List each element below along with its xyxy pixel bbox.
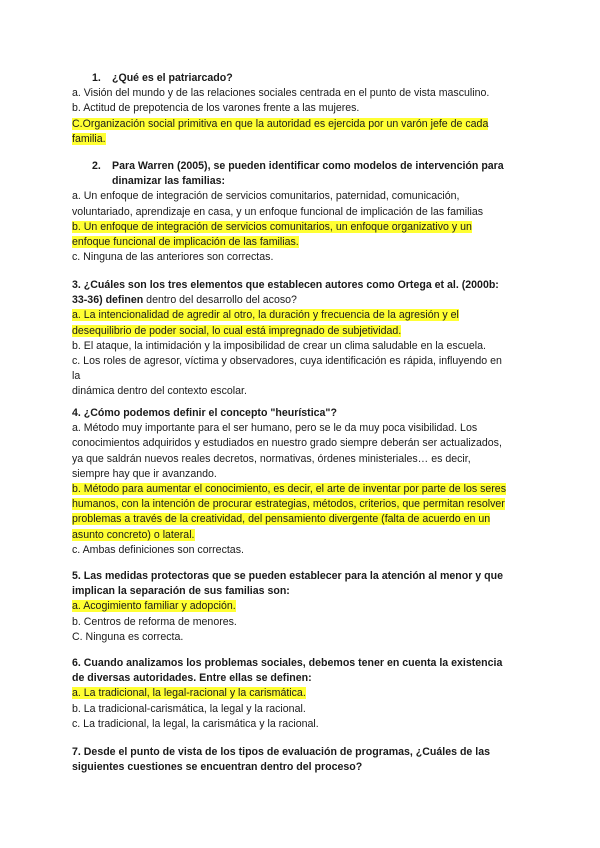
question-6-title: 6. Cuando analizamos los problemas sociales, debemos tener en cuenta la existencia de diversas autoridades. Entre ellas se definen: <box>72 657 503 685</box>
question-5-option-a: a. Acogimiento familiar y adopción. <box>72 600 236 613</box>
question-2-number: 2. <box>92 160 101 172</box>
question-1-title: ¿Qué es el patriarcado? <box>112 72 233 84</box>
question-4 <box>72 406 534 558</box>
question-2 <box>72 159 534 265</box>
question-4-option-c: c. Ambas definiciones son correctas. <box>72 543 244 556</box>
question-6-option-c: c. La tradicional, la legal, la carismática y la racional. <box>72 717 319 730</box>
question-7 <box>72 745 534 775</box>
question-3 <box>72 278 534 400</box>
question-5-option-c: C. Ninguna es correcta. <box>72 630 184 643</box>
question-3-title: 3. ¿Cuáles son los tres elementos que establecen autores como Ortega et al. (2000b: 33-36) definen dentro del desarrollo del acoso? <box>72 279 499 307</box>
question-1-option-a: a. Visión del mundo y de las relaciones sociales centrada en el punto de vista masculino. <box>72 87 490 100</box>
question-6-option-a: a. La tradicional, la legal-racional y la carismática. <box>72 687 306 700</box>
question-1 <box>72 71 534 147</box>
question-7-title: 7. Desde el punto de vista de los tipos de evaluación de programas, ¿Cuáles de las siguientes cuestiones se encuentran dentro del proceso? <box>72 746 490 774</box>
question-5-title: 5. Las medidas protectoras que se pueden establecer para la atención al menor y que implican la separación de sus familias son: <box>72 570 503 598</box>
question-2-title: Para Warren (2005), se pueden identificar como modelos de intervención para dinamizar las familias: <box>112 160 504 188</box>
question-5-option-b: b. Centros de reforma de menores. <box>72 615 237 628</box>
question-6 <box>72 656 534 732</box>
question-6-option-b: b. La tradicional-carismática, la legal y la racional. <box>72 702 306 715</box>
question-1-number: 1. <box>92 72 101 84</box>
question-2-option-b: b. Un enfoque de integración de servicios comunitarios, un enfoque organizativo y un enfoque funcional de implicación de las familias. <box>72 220 472 249</box>
question-1-option-b: b. Actitud de prepotencia de los varones frente a las mujeres. <box>72 102 360 115</box>
question-5 <box>72 569 534 645</box>
question-1-option-c: C.Organización social primitiva en que la autoridad es ejercida por un varón jefe de cada familia. <box>72 117 489 145</box>
question-3-option-b: b. El ataque, la intimidación y la imposibilidad de crear un clima saludable en la escuela. <box>72 339 486 352</box>
question-4-title: 4. ¿Cómo podemos definir el concepto "heurística"? <box>72 407 337 419</box>
question-2-option-c: c. Ninguna de las anteriores son correctas. <box>72 251 274 264</box>
question-3-option-c: c. Los roles de agresor, víctima y observadores, cuya identificación es rápida, influyendo en la dinámica dentro del contexto escolar. <box>72 355 502 398</box>
question-4-option-a: a. Método muy importante para el ser humano, pero se le da muy poca visibilidad. Los conocimientos adquiridos y estudiados en nuestro grado siempre deberán ser actualizados, ya que saldrán nuevos reales decretos, normativas, órdenes ministeriales… es decir, siempre hay que ir avanzando. <box>72 422 502 480</box>
question-4-option-b: b. Método para aumentar el conocimiento, es decir, el arte de inventar por parte de los seres humanos, con la intención de procurar estrategias, métodos, criterios, que permitan resolver problemas a través de la creatividad, del pensamiento divergente (falta de acuerdo en un asunto concreto) o lateral. <box>72 483 506 541</box>
question-2-option-a: a. Un enfoque de integración de servicios comunitarios, paternidad, comunicación, voluntariado, aprendizaje en casa, y un enfoque funcional de implicación de las familias <box>72 190 484 218</box>
question-3-option-a: a. La intencionalidad de agredir al otro, la duración y frecuencia de la agresión y el desequilibrio de poder social, lo cual está impregnado de subjetividad. <box>72 309 459 337</box>
